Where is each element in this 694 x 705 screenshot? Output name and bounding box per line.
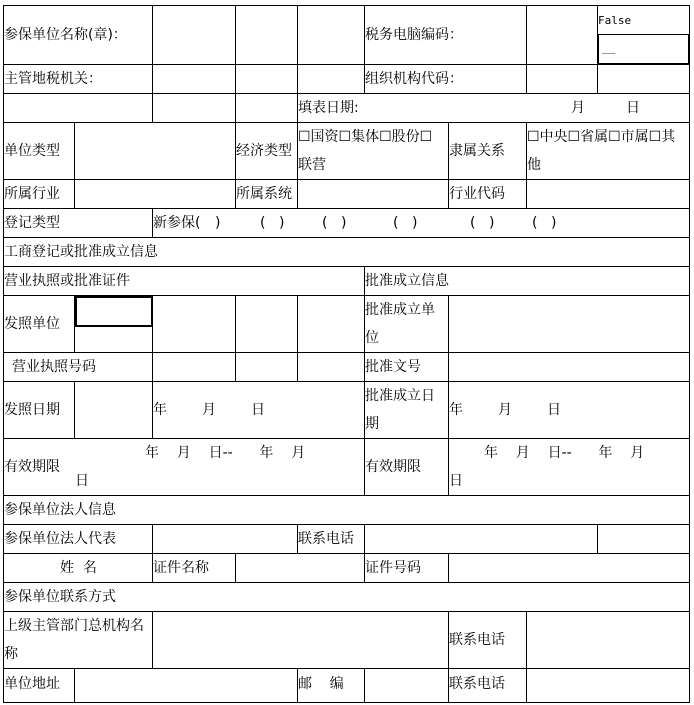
- legal-section: 参保单位法人信息: [4, 502, 116, 518]
- id-name-label: 证件名称: [153, 560, 209, 576]
- grid-line: [526, 5, 527, 93]
- unit-name-label: 参保单位名称(章)：: [4, 27, 127, 43]
- valid-range-right: 年 月 日-- 年 月: [484, 445, 645, 461]
- paren-open: (: [532, 215, 538, 231]
- issuer-input[interactable]: [75, 296, 153, 327]
- grid-line: [152, 611, 153, 668]
- grid-line: [74, 668, 75, 703]
- approval-info-label: 批准成立信息: [365, 273, 449, 289]
- industry-code-label: 行业代码: [449, 186, 505, 202]
- issue-date-month: 月: [202, 402, 216, 418]
- issue-date-year: 年: [153, 402, 167, 418]
- approval-unit-label-cont: 位: [365, 330, 379, 346]
- affiliation-options[interactable]: ☐中央☐省属☐市属☐其: [527, 129, 676, 145]
- paren-close: ): [551, 215, 557, 231]
- system-label: 所属系统: [236, 186, 292, 202]
- issue-date-day: 日: [251, 402, 265, 418]
- grid-line: [235, 295, 236, 381]
- approval-doc-label: 批准文号: [365, 359, 421, 375]
- approval-date-month: 月: [498, 402, 512, 418]
- approval-date-day: 日: [547, 402, 561, 418]
- paren-open: (: [322, 215, 328, 231]
- grid-line: [152, 5, 153, 122]
- grid-line: [448, 295, 449, 495]
- reg-type-label: 登记类型: [4, 215, 60, 231]
- paren-close: ): [341, 215, 347, 231]
- grid-line: [3, 381, 690, 382]
- approval-unit-label: 批准成立单: [365, 302, 435, 318]
- paren-close: ): [279, 215, 285, 231]
- superior-label-cont: 称: [4, 646, 18, 662]
- grid-line: [364, 668, 365, 703]
- grid-line: [235, 553, 236, 582]
- legal-phone-label: 联系电话: [298, 531, 354, 547]
- legal-rep-label: 参保单位法人代表: [4, 531, 116, 547]
- grid-line: [74, 381, 75, 438]
- contact-section: 参保单位联系方式: [4, 589, 116, 605]
- false-text: False: [598, 14, 632, 27]
- grid-line: [74, 122, 75, 208]
- tax-code-label: 税务电脑编码：: [365, 27, 463, 43]
- industry-label: 所属行业: [4, 186, 60, 202]
- grid-line: [235, 5, 236, 122]
- grid-line: [689, 5, 690, 703]
- econ-type-label: 经济类型: [236, 143, 292, 159]
- id-no-label: 证件号码: [365, 560, 421, 576]
- grid-line: [3, 352, 690, 353]
- grid-line: [3, 668, 690, 669]
- new-insure-label: 新参保(: [153, 215, 201, 231]
- approval-date-label: 批准成立日: [365, 388, 435, 404]
- paren-open: (: [393, 215, 399, 231]
- grid-line: [297, 295, 298, 381]
- issue-date-label: 发照日期: [4, 402, 60, 418]
- grid-line: [448, 553, 449, 582]
- affiliation-options-cont: 他: [527, 157, 541, 173]
- valid-label-right: 有效期限: [365, 459, 421, 475]
- approval-date-label-cont: 期: [365, 416, 379, 432]
- issuer-label: 发照单位: [4, 316, 60, 332]
- fill-date-day: 日: [626, 100, 640, 116]
- license-label: 营业执照或批准证件: [4, 273, 130, 289]
- grid-line: [526, 611, 527, 703]
- postcode-label: 邮 编: [298, 676, 344, 692]
- grid-line: [3, 208, 690, 209]
- address-phone-label: 联系电话: [449, 676, 505, 692]
- fill-date-month: 月: [571, 100, 585, 116]
- econ-type-options-cont: 联营: [298, 157, 326, 173]
- superior-phone-label: 联系电话: [449, 632, 505, 648]
- paren-open: (: [260, 215, 266, 231]
- tax-code-input[interactable]: __: [598, 34, 689, 64]
- valid-range-left: 年 月 日-- 年 月: [145, 445, 306, 461]
- grid-line: [3, 5, 690, 6]
- valid-range-right-day: 日: [449, 473, 463, 489]
- approval-date-year: 年: [449, 402, 463, 418]
- unit-type-label: 单位类型: [4, 143, 60, 159]
- econ-type-options[interactable]: ☐国资☐集体☐股份☐: [298, 129, 433, 145]
- paren-open: (: [470, 215, 476, 231]
- name-label: 姓 名: [60, 560, 97, 576]
- superior-label: 上级主管部门总机构名: [4, 618, 144, 634]
- grid-line: [3, 702, 690, 703]
- license-no-label: 营业执照号码: [12, 359, 96, 375]
- valid-range-left-day: 日: [75, 473, 89, 489]
- grid-line: [597, 524, 598, 553]
- grid-line: [297, 5, 298, 93]
- grid-line: [3, 179, 690, 180]
- affiliation-label: 隶属关系: [449, 143, 505, 159]
- valid-label: 有效期限: [4, 459, 60, 475]
- paren-close: ): [215, 215, 221, 231]
- fill-date-label: 填表日期:: [298, 100, 359, 116]
- paren-close: ): [489, 215, 495, 231]
- address-label: 单位地址: [4, 676, 60, 692]
- paren-close: ): [412, 215, 418, 231]
- biz-reg-section: 工商登记或批准成立信息: [4, 244, 158, 260]
- tax-office-label: 主管地税机关：: [4, 71, 102, 87]
- grid-line: [3, 64, 690, 65]
- grid-line: [3, 553, 690, 554]
- org-code-label: 组织机构代码：: [365, 71, 463, 87]
